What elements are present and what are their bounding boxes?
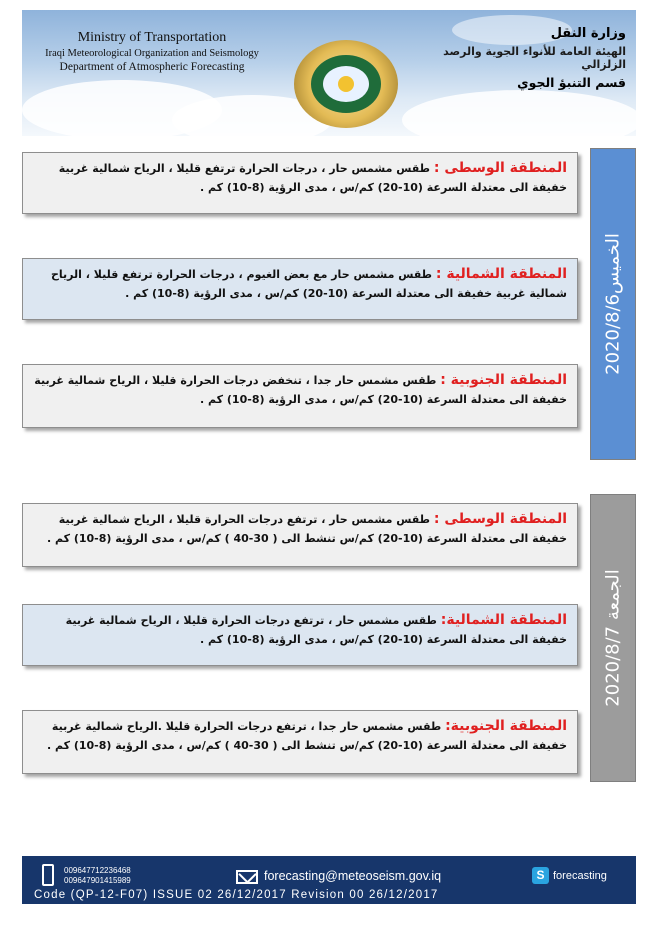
phone-number-1: 009647712236468 <box>64 866 131 875</box>
emblem-icon <box>294 40 398 128</box>
region-name: المنطقة الوسطى : <box>433 511 567 527</box>
forecast-text: طقس مشمس حار ، ترتفع درجات الحرارة قليلا ، الرياح شمالية غربية خفيفة الى معتدلة السرعة (10-20) كم/س ، مدى الرؤية (8-10) كم . <box>65 614 567 646</box>
day1-region-north <box>22 258 578 320</box>
forecast-text: طقس مشمس حار ، درجات الحرارة ترتفع قليلا ، الرياح شمالية غربية خفيفة الى معتدلة السرعة (10-20) كم/س ، مدى الرؤية (8-10) كم . <box>58 162 567 194</box>
organization-title: Iraqi Meteorological Organization and Seismology <box>45 48 259 59</box>
region-name: المنطقة الجنوبية : <box>440 372 567 388</box>
footer-bar <box>22 856 636 904</box>
day2-region-north <box>22 604 578 666</box>
day1-date-bar <box>590 148 636 460</box>
day1-date-label: الخميس2020/8/6 <box>602 233 624 375</box>
department-title-ar: قسم التنبؤ الجوي <box>517 75 626 90</box>
header-arabic-block <box>406 26 626 90</box>
forecast-text: طقس مشمس حار جدا ، تنخفض درجات الحرارة قليلا ، الرياح شمالية غربية خفيفة الى معتدلة السرعة (10-20) كم/س ، مدى الرؤية (8-10) كم . <box>34 374 567 406</box>
region-name: المنطقة الوسطى : <box>433 160 567 176</box>
forecast-text: طقس مشمس حار جدا ، ترتفع درجات الحرارة قليلا .الرياح شمالية غربية خفيفة الى معتدلة السرعة (10-20) كم/س تنشط الى ( 30-40 ) كم/س ، مدى الرؤية (8-10) كم . <box>46 720 567 752</box>
region-name: المنطقة الجنوبية: <box>445 718 567 734</box>
region-name: المنطقة الشمالية: <box>440 612 567 628</box>
department-title: Department of Atmospheric Forecasting <box>59 61 245 73</box>
phone-numbers <box>64 866 131 886</box>
phone-number-2: 009647901415989 <box>64 876 131 885</box>
email-address[interactable]: forecasting@meteoseism.gov.iq <box>264 869 442 883</box>
day1-region-central <box>22 152 578 214</box>
organization-title-ar: الهيئة العامة للأنواء الجوية والرصد الزلزالي <box>443 45 626 71</box>
header-english-block <box>32 30 272 73</box>
ministry-title-ar: وزارة النقل <box>550 26 626 41</box>
ministry-title: Ministry of Transportation <box>77 30 227 45</box>
document-code-line: Code (QP-12-F07) ISSUE 02 26/12/2017 Revision 00 26/12/2017 <box>34 889 439 901</box>
day2-date-bar <box>590 494 636 782</box>
day2-region-central <box>22 503 578 567</box>
forecast-text: طقس مشمس حار مع بعض الغيوم ، درجات الحرارة ترتفع قليلا ، الرياح شمالية غربية خفيفة الى معتدلة السرعة (10-20) كم/س ، مدى الرؤية (8-10) كم . <box>50 268 567 300</box>
day2-region-south <box>22 710 578 774</box>
day1-region-south <box>22 364 578 428</box>
skype-icon: S <box>532 867 549 884</box>
mail-icon <box>236 870 258 884</box>
forecast-text: طقس مشمس حار ، ترتفع درجات الحرارة قليلا ، الرياح شمالية غربية خفيفة الى معتدلة السرعة (10-20) كم/س تنشط الى ( 30-40 ) كم/س ، مدى الرؤية (8-10) كم . <box>46 513 567 545</box>
phone-icon <box>42 864 54 886</box>
skype-handle: forecasting <box>553 870 607 882</box>
day2-date-label: الجمعة 2020/8/7 <box>602 569 624 707</box>
header-banner <box>22 10 636 136</box>
region-name: المنطقة الشمالية : <box>435 266 567 282</box>
